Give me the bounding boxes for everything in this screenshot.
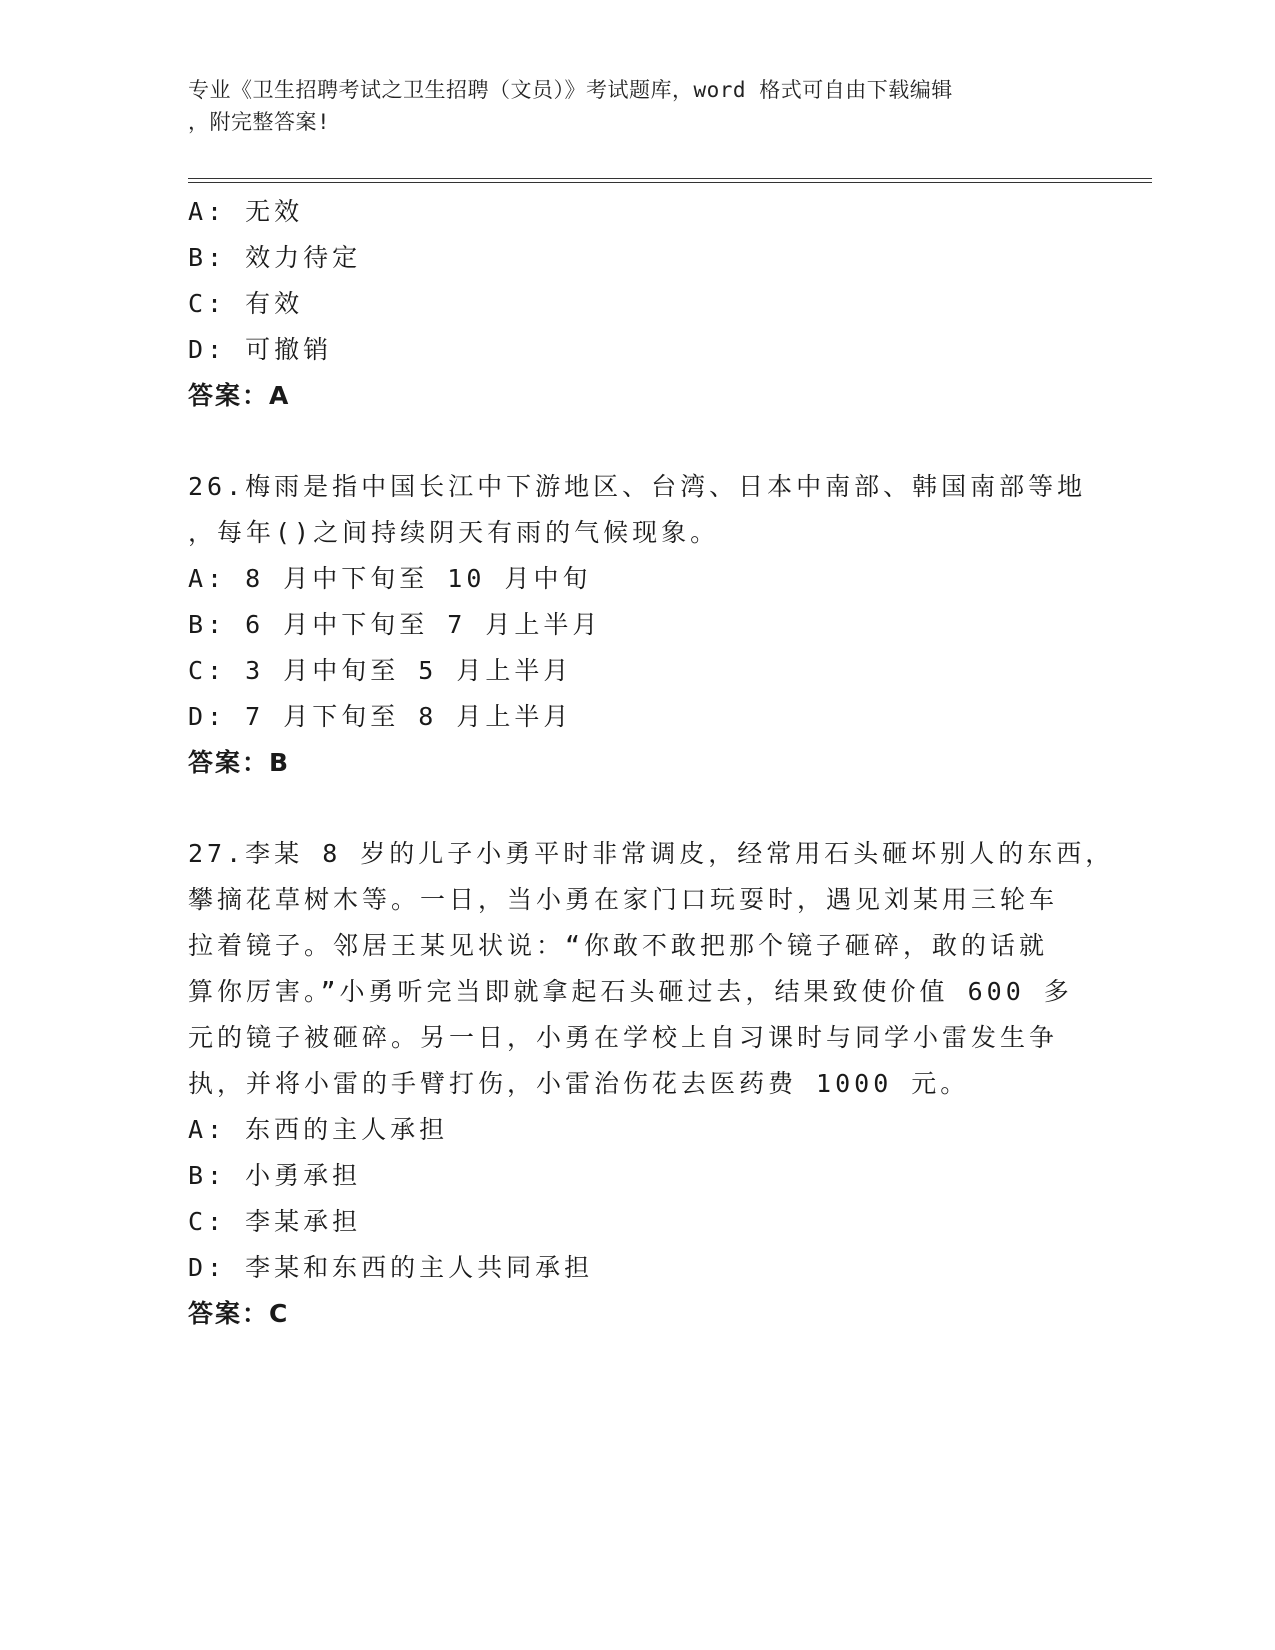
question-stem-line: 27.李某 8 岁的儿子小勇平时非常调皮，经常用石头砸坏别人的东西， <box>188 839 1115 868</box>
answer-line: 答案：A <box>188 381 291 410</box>
option-b: B: 效力待定 <box>188 243 362 272</box>
question-stem-line: 元的镜子被砸碎。另一日，小勇在学校上自习课时与同学小雷发生争 <box>188 1023 1059 1052</box>
option-b: B: 6 月中下旬至 7 月上半月 <box>188 610 602 639</box>
header-divider <box>188 178 1152 183</box>
option-c: C: 李某承担 <box>188 1207 362 1236</box>
answer-line: 答案：C <box>188 1299 290 1328</box>
question-25 <box>188 189 1088 419</box>
option-a: A: 无效 <box>188 197 304 226</box>
question-26 <box>188 464 1088 786</box>
question-stem-line: 执，并将小雷的手臂打伤，小雷治伤花去医药费 1000 元。 <box>188 1069 970 1098</box>
option-a: A: 8 月中下旬至 10 月中旬 <box>188 564 592 593</box>
option-b: B: 小勇承担 <box>188 1161 362 1190</box>
question-stem-line: ，每年()之间持续阴天有雨的气候现象。 <box>188 518 720 547</box>
option-d: D: 可撤销 <box>188 335 333 364</box>
header-line-1: 专业《卫生招聘考试之卫生招聘（文员）》考试题库，word 格式可自由下载编辑 <box>188 78 953 102</box>
option-d: D: 李某和东西的主人共同承担 <box>188 1253 594 1282</box>
question-stem-line: 拉着镜子。邻居王某见状说：“你敢不敢把那个镜子砸碎，敢的话就 <box>188 931 1049 960</box>
option-c: C: 3 月中旬至 5 月上半月 <box>188 656 573 685</box>
answer-line: 答案：B <box>188 748 291 777</box>
header-line-2: ，附完整答案! <box>188 110 331 134</box>
question-27 <box>188 831 1115 1337</box>
question-content <box>188 189 1115 1337</box>
option-a: A: 东西的主人承担 <box>188 1115 449 1144</box>
document-header <box>188 74 1068 138</box>
option-c: C: 有效 <box>188 289 304 318</box>
question-stem-line: 攀摘花草树木等。一日，当小勇在家门口玩耍时，遇见刘某用三轮车 <box>188 885 1059 914</box>
question-stem-line: 26.梅雨是指中国长江中下游地区、台湾、日本中南部、韩国南部等地 <box>188 472 1087 501</box>
option-d: D: 7 月下旬至 8 月上半月 <box>188 702 573 731</box>
question-stem-line: 算你厉害。”小勇听完当即就拿起石头砸过去，结果致使价值 600 多 <box>188 977 1073 1006</box>
